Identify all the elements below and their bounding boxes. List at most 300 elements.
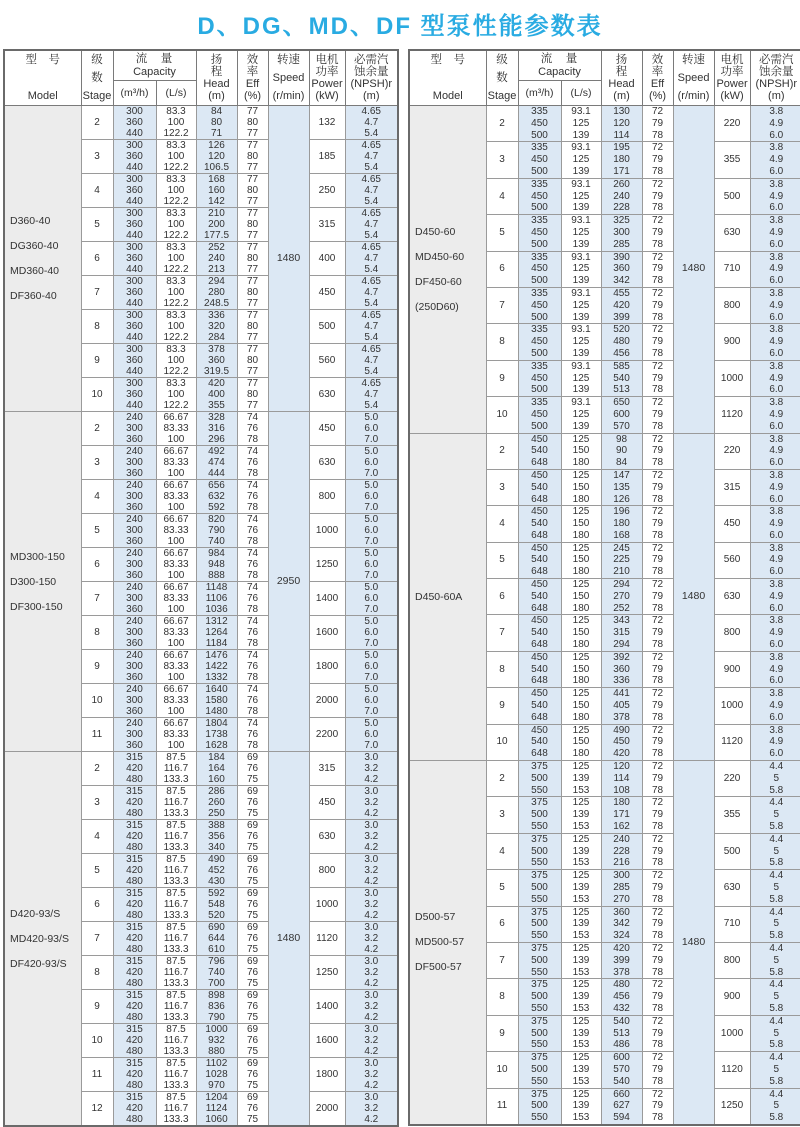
head-cell: 660 [601, 1088, 642, 1100]
head-cell: 126 [601, 494, 642, 506]
flow-ls-cell: 116.7 [156, 1001, 196, 1012]
flow-m3h-cell: 420 [113, 797, 156, 808]
eff-cell: 76 [237, 491, 268, 502]
flow-ls-cell: 93.1 [561, 397, 601, 409]
eff-cell: 79 [642, 991, 673, 1003]
eff-cell: 72 [642, 761, 673, 773]
npsh-cell: 6.0 [345, 729, 398, 740]
stage-cell: 4 [81, 174, 113, 208]
stage-cell: 10 [81, 684, 113, 718]
flow-ls-cell: 100 [156, 740, 196, 752]
power-cell: 400 [309, 242, 345, 276]
head-cell: 594 [601, 1112, 642, 1125]
flow-m3h-cell: 550 [518, 1112, 561, 1125]
head-cell: 592 [196, 502, 237, 514]
eff-cell: 78 [237, 604, 268, 616]
flow-m3h-cell: 240 [113, 718, 156, 730]
npsh-cell: 4.65 [345, 208, 398, 220]
flow-m3h-cell: 450 [518, 118, 561, 130]
table-header [4, 50, 398, 106]
eff-cell: 79 [642, 591, 673, 603]
flow-m3h-cell: 420 [113, 763, 156, 774]
flow-ls-cell: 83.3 [156, 106, 196, 118]
flow-m3h-cell: 500 [518, 312, 561, 324]
flow-ls-cell: 150 [561, 736, 601, 748]
npsh-cell: 4.4 [750, 1015, 800, 1027]
head-cell: 200 [196, 219, 237, 230]
flow-m3h-cell: 335 [518, 397, 561, 409]
eff-cell: 74 [237, 480, 268, 492]
flow-ls-cell: 100 [156, 706, 196, 718]
head-cell: 474 [196, 457, 237, 468]
power-cell: 1800 [309, 650, 345, 684]
head-cell: 570 [601, 1064, 642, 1076]
power-cell: 630 [309, 378, 345, 412]
head-cell: 228 [601, 202, 642, 214]
npsh-cell: 5.8 [750, 785, 800, 797]
flow-ls-cell: 66.67 [156, 446, 196, 458]
eff-cell: 74 [237, 684, 268, 696]
flow-ls-cell: 153 [561, 1039, 601, 1051]
col-header-capacity-ls: (L/s) [561, 81, 601, 106]
table-row [4, 412, 398, 424]
flow-ls-cell: 87.5 [156, 820, 196, 832]
npsh-cell: 6.0 [750, 384, 800, 396]
flow-ls-cell: 87.5 [156, 786, 196, 798]
flow-ls-cell: 153 [561, 1112, 601, 1125]
power-cell: 2200 [309, 718, 345, 752]
flow-ls-cell: 122.2 [156, 400, 196, 412]
flow-ls-cell: 180 [561, 712, 601, 724]
eff-cell: 80 [237, 219, 268, 230]
head-cell: 90 [601, 445, 642, 457]
flow-ls-cell: 139 [561, 421, 601, 433]
head-cell: 1036 [196, 604, 237, 616]
col-header-capacity: 流 量 Capacity [518, 50, 601, 81]
eff-cell: 78 [642, 1112, 673, 1125]
npsh-cell: 6.0 [750, 239, 800, 251]
eff-cell: 78 [237, 638, 268, 650]
npsh-cell: 4.9 [750, 336, 800, 348]
stage-cell: 3 [486, 469, 518, 505]
eff-cell: 78 [642, 785, 673, 797]
head-cell: 585 [601, 360, 642, 372]
eff-cell: 72 [642, 906, 673, 918]
npsh-cell: 4.2 [345, 1080, 398, 1092]
flow-m3h-cell: 540 [518, 554, 561, 566]
flow-ls-cell: 122.2 [156, 128, 196, 140]
flow-m3h-cell: 360 [113, 570, 156, 582]
head-cell: 160 [196, 774, 237, 786]
npsh-cell: 5.0 [345, 582, 398, 594]
eff-cell: 80 [237, 287, 268, 298]
npsh-cell: 4.9 [750, 591, 800, 603]
head-cell: 441 [601, 688, 642, 700]
eff-cell: 79 [642, 700, 673, 712]
npsh-cell: 5 [750, 809, 800, 821]
flow-ls-cell: 125 [561, 300, 601, 312]
flow-ls-cell: 83.33 [156, 729, 196, 740]
npsh-cell: 6.0 [345, 593, 398, 604]
flow-ls-cell: 125 [561, 506, 601, 518]
flow-m3h-cell: 440 [113, 298, 156, 310]
eff-cell: 78 [642, 857, 673, 869]
flow-m3h-cell: 360 [113, 536, 156, 548]
eff-cell: 69 [237, 786, 268, 798]
col-header-speed: 转速 Speed (r/min) [673, 50, 714, 106]
stage-cell: 5 [81, 854, 113, 888]
flow-ls-cell: 139 [561, 882, 601, 894]
flow-m3h-cell: 450 [518, 336, 561, 348]
eff-cell: 69 [237, 1058, 268, 1070]
flow-ls-cell: 122.2 [156, 298, 196, 310]
flow-ls-cell: 139 [561, 809, 601, 821]
head-cell: 456 [601, 991, 642, 1003]
flow-ls-cell: 150 [561, 664, 601, 676]
flow-m3h-cell: 300 [113, 525, 156, 536]
npsh-cell: 5 [750, 955, 800, 967]
speed-cell: 1480 [673, 106, 714, 434]
npsh-cell: 6.0 [750, 166, 800, 178]
flow-ls-cell: 180 [561, 748, 601, 760]
npsh-cell: 3.8 [750, 579, 800, 591]
head-cell: 1332 [196, 672, 237, 684]
flow-m3h-cell: 375 [518, 906, 561, 918]
head-cell: 315 [601, 627, 642, 639]
npsh-cell: 4.4 [750, 1088, 800, 1100]
flow-ls-cell: 125 [561, 761, 601, 773]
eff-cell: 78 [642, 384, 673, 396]
flow-ls-cell: 125 [561, 227, 601, 239]
head-cell: 740 [196, 536, 237, 548]
flow-m3h-cell: 540 [518, 627, 561, 639]
eff-cell: 74 [237, 412, 268, 424]
flow-ls-cell: 139 [561, 1028, 601, 1040]
col-header-speed: 转速 Speed (r/min) [268, 50, 309, 106]
eff-cell: 78 [237, 672, 268, 684]
npsh-cell: 3.8 [750, 688, 800, 700]
npsh-cell: 5.8 [750, 857, 800, 869]
npsh-cell: 4.9 [750, 518, 800, 530]
flow-ls-cell: 100 [156, 570, 196, 582]
eff-cell: 76 [237, 1035, 268, 1046]
power-cell: 800 [714, 942, 750, 978]
npsh-cell: 4.2 [345, 1114, 398, 1126]
npsh-cell: 5 [750, 918, 800, 930]
npsh-cell: 4.4 [750, 797, 800, 809]
head-cell: 171 [601, 809, 642, 821]
npsh-cell: 3.0 [345, 786, 398, 798]
col-header-power: 电机 功率 Power (kW) [714, 50, 750, 106]
head-cell: 570 [601, 421, 642, 433]
npsh-cell: 4.2 [345, 910, 398, 922]
flow-ls-cell: 83.3 [156, 242, 196, 254]
npsh-cell: 5.8 [750, 821, 800, 833]
npsh-cell: 6.0 [750, 421, 800, 433]
flow-m3h-cell: 480 [113, 1012, 156, 1024]
flow-m3h-cell: 300 [113, 491, 156, 502]
head-cell: 360 [601, 263, 642, 275]
flow-ls-cell: 93.1 [561, 251, 601, 263]
flow-ls-cell: 122.2 [156, 366, 196, 378]
stage-cell: 10 [486, 724, 518, 760]
npsh-cell: 3.2 [345, 899, 398, 910]
flow-m3h-cell: 360 [113, 219, 156, 230]
flow-ls-cell: 87.5 [156, 1024, 196, 1036]
stage-cell: 8 [81, 310, 113, 344]
flow-m3h-cell: 450 [518, 300, 561, 312]
eff-cell: 76 [237, 593, 268, 604]
eff-cell: 79 [642, 482, 673, 494]
flow-m3h-cell: 240 [113, 480, 156, 492]
head-cell: 450 [601, 736, 642, 748]
flow-m3h-cell: 440 [113, 264, 156, 276]
eff-cell: 80 [237, 355, 268, 366]
power-cell: 1250 [714, 1088, 750, 1125]
flow-m3h-cell: 335 [518, 178, 561, 190]
head-cell: 228 [601, 846, 642, 858]
flow-m3h-cell: 240 [113, 514, 156, 526]
eff-cell: 69 [237, 956, 268, 968]
eff-cell: 80 [237, 253, 268, 264]
eff-cell: 78 [642, 639, 673, 651]
flow-ls-cell: 125 [561, 1015, 601, 1027]
flow-m3h-cell: 420 [113, 1001, 156, 1012]
flow-ls-cell: 83.33 [156, 491, 196, 502]
head-cell: 898 [196, 990, 237, 1002]
npsh-cell: 6.0 [345, 627, 398, 638]
col-header-head: 扬 程 Head (m) [601, 50, 642, 106]
npsh-cell: 5 [750, 1064, 800, 1076]
eff-cell: 72 [642, 651, 673, 663]
stage-cell: 6 [81, 888, 113, 922]
eff-cell: 78 [237, 536, 268, 548]
head-cell: 650 [601, 397, 642, 409]
stage-cell: 4 [81, 820, 113, 854]
eff-cell: 76 [237, 1103, 268, 1114]
flow-ls-cell: 150 [561, 591, 601, 603]
flow-ls-cell: 116.7 [156, 1035, 196, 1046]
stage-cell: 2 [486, 106, 518, 142]
flow-m3h-cell: 540 [518, 591, 561, 603]
head-cell: 790 [196, 525, 237, 536]
flow-ls-cell: 122.2 [156, 162, 196, 174]
head-cell: 240 [601, 833, 642, 845]
flow-m3h-cell: 300 [113, 344, 156, 356]
npsh-cell: 3.0 [345, 752, 398, 764]
eff-cell: 72 [642, 724, 673, 736]
eff-cell: 75 [237, 1012, 268, 1024]
flow-ls-cell: 87.5 [156, 990, 196, 1002]
head-cell: 520 [196, 910, 237, 922]
model-label: D420-93/S [10, 907, 61, 920]
flow-ls-cell: 83.33 [156, 695, 196, 706]
head-cell: 540 [601, 1076, 642, 1088]
eff-cell: 76 [237, 1001, 268, 1012]
npsh-cell: 4.65 [345, 276, 398, 288]
head-cell: 405 [601, 700, 642, 712]
flow-m3h-cell: 300 [113, 174, 156, 186]
npsh-cell: 4.9 [750, 409, 800, 421]
flow-m3h-cell: 375 [518, 761, 561, 773]
eff-cell: 77 [237, 400, 268, 412]
stage-cell: 6 [486, 906, 518, 942]
flow-ls-cell: 180 [561, 639, 601, 651]
flow-ls-cell: 153 [561, 857, 601, 869]
eff-cell: 77 [237, 230, 268, 242]
flow-ls-cell: 100 [156, 117, 196, 128]
npsh-cell: 4.7 [345, 151, 398, 162]
flow-ls-cell: 93.1 [561, 178, 601, 190]
power-cell: 560 [309, 344, 345, 378]
flow-ls-cell: 100 [156, 185, 196, 196]
head-cell: 1580 [196, 695, 237, 706]
npsh-cell: 4.2 [345, 1046, 398, 1058]
flow-m3h-cell: 648 [518, 494, 561, 506]
eff-cell: 74 [237, 718, 268, 730]
head-cell: 171 [601, 166, 642, 178]
table-body [409, 106, 800, 1125]
speed-cell: 1480 [268, 752, 309, 1127]
npsh-cell: 3.2 [345, 1103, 398, 1114]
eff-cell: 80 [237, 389, 268, 400]
power-cell: 630 [309, 820, 345, 854]
npsh-cell: 7.0 [345, 434, 398, 446]
flow-m3h-cell: 440 [113, 400, 156, 412]
stage-cell: 5 [486, 870, 518, 906]
model-cell [4, 412, 81, 752]
col-header-power: 电机 功率 Power (kW) [309, 50, 345, 106]
npsh-cell: 6.0 [750, 130, 800, 142]
flow-ls-cell: 100 [156, 638, 196, 650]
head-cell: 880 [196, 1046, 237, 1058]
flow-m3h-cell: 440 [113, 230, 156, 242]
eff-cell: 78 [642, 494, 673, 506]
speed-cell: 2950 [268, 412, 309, 752]
eff-cell: 80 [237, 185, 268, 196]
flow-ls-cell: 153 [561, 930, 601, 942]
flow-m3h-cell: 500 [518, 882, 561, 894]
flow-ls-cell: 87.5 [156, 888, 196, 900]
head-cell: 632 [196, 491, 237, 502]
flow-m3h-cell: 300 [113, 729, 156, 740]
eff-cell: 76 [237, 695, 268, 706]
head-cell: 700 [196, 978, 237, 990]
head-cell: 270 [601, 591, 642, 603]
eff-cell: 75 [237, 842, 268, 854]
flow-ls-cell: 125 [561, 724, 601, 736]
eff-cell: 72 [642, 178, 673, 190]
flow-m3h-cell: 500 [518, 846, 561, 858]
head-cell: 520 [601, 324, 642, 336]
eff-cell: 72 [642, 579, 673, 591]
flow-m3h-cell: 500 [518, 384, 561, 396]
flow-ls-cell: 125 [561, 1052, 601, 1064]
flow-m3h-cell: 360 [113, 287, 156, 298]
npsh-cell: 5.0 [345, 718, 398, 730]
power-cell: 500 [714, 178, 750, 214]
head-cell: 180 [601, 518, 642, 530]
stage-cell: 7 [486, 287, 518, 323]
flow-ls-cell: 83.3 [156, 140, 196, 152]
flow-ls-cell: 116.7 [156, 1103, 196, 1114]
stage-cell: 3 [486, 797, 518, 833]
head-cell: 486 [601, 1039, 642, 1051]
power-cell: 1000 [714, 360, 750, 396]
flow-ls-cell: 139 [561, 955, 601, 967]
npsh-cell: 4.4 [750, 942, 800, 954]
head-cell: 84 [601, 457, 642, 469]
npsh-cell: 4.2 [345, 774, 398, 786]
flow-ls-cell: 125 [561, 1088, 601, 1100]
npsh-cell: 4.9 [750, 373, 800, 385]
npsh-cell: 6.0 [345, 525, 398, 536]
npsh-cell: 4.2 [345, 944, 398, 956]
flow-m3h-cell: 300 [113, 208, 156, 220]
eff-cell: 77 [237, 332, 268, 344]
npsh-cell: 4.7 [345, 253, 398, 264]
eff-cell: 69 [237, 888, 268, 900]
head-cell: 336 [601, 675, 642, 687]
head-cell: 240 [601, 191, 642, 203]
head-cell: 548 [196, 899, 237, 910]
head-cell: 540 [601, 1015, 642, 1027]
head-cell: 164 [196, 763, 237, 774]
stage-cell: 12 [81, 1092, 113, 1127]
npsh-cell: 3.8 [750, 215, 800, 227]
npsh-cell: 3.0 [345, 956, 398, 968]
flow-ls-cell: 139 [561, 202, 601, 214]
head-cell: 392 [601, 651, 642, 663]
stage-cell: 2 [81, 106, 113, 140]
head-cell: 325 [601, 215, 642, 227]
model-cell [4, 106, 81, 412]
flow-m3h-cell: 480 [113, 978, 156, 990]
flow-ls-cell: 83.33 [156, 627, 196, 638]
flow-m3h-cell: 300 [113, 423, 156, 434]
head-cell: 1312 [196, 616, 237, 628]
flow-m3h-cell: 440 [113, 366, 156, 378]
npsh-cell: 5.0 [345, 412, 398, 424]
flow-m3h-cell: 480 [113, 1046, 156, 1058]
eff-cell: 75 [237, 876, 268, 888]
flow-ls-cell: 139 [561, 239, 601, 251]
power-cell: 1000 [309, 888, 345, 922]
flow-ls-cell: 100 [156, 502, 196, 514]
eff-cell: 75 [237, 1114, 268, 1126]
pump-table-left [3, 49, 399, 1127]
eff-cell: 78 [237, 706, 268, 718]
power-cell: 1000 [714, 688, 750, 724]
npsh-cell: 4.9 [750, 300, 800, 312]
col-header-model: 型 号 Model [409, 50, 486, 106]
flow-m3h-cell: 420 [113, 899, 156, 910]
flow-ls-cell: 125 [561, 336, 601, 348]
stage-cell: 11 [486, 1088, 518, 1125]
eff-cell: 75 [237, 978, 268, 990]
flow-m3h-cell: 375 [518, 833, 561, 845]
flow-ls-cell: 87.5 [156, 956, 196, 968]
eff-cell: 79 [642, 300, 673, 312]
npsh-cell: 3.8 [750, 651, 800, 663]
head-cell: 1124 [196, 1103, 237, 1114]
flow-m3h-cell: 480 [113, 944, 156, 956]
flow-m3h-cell: 480 [113, 774, 156, 786]
head-cell: 71 [196, 128, 237, 140]
flow-m3h-cell: 440 [113, 332, 156, 344]
npsh-cell: 4.7 [345, 219, 398, 230]
flow-m3h-cell: 420 [113, 831, 156, 842]
